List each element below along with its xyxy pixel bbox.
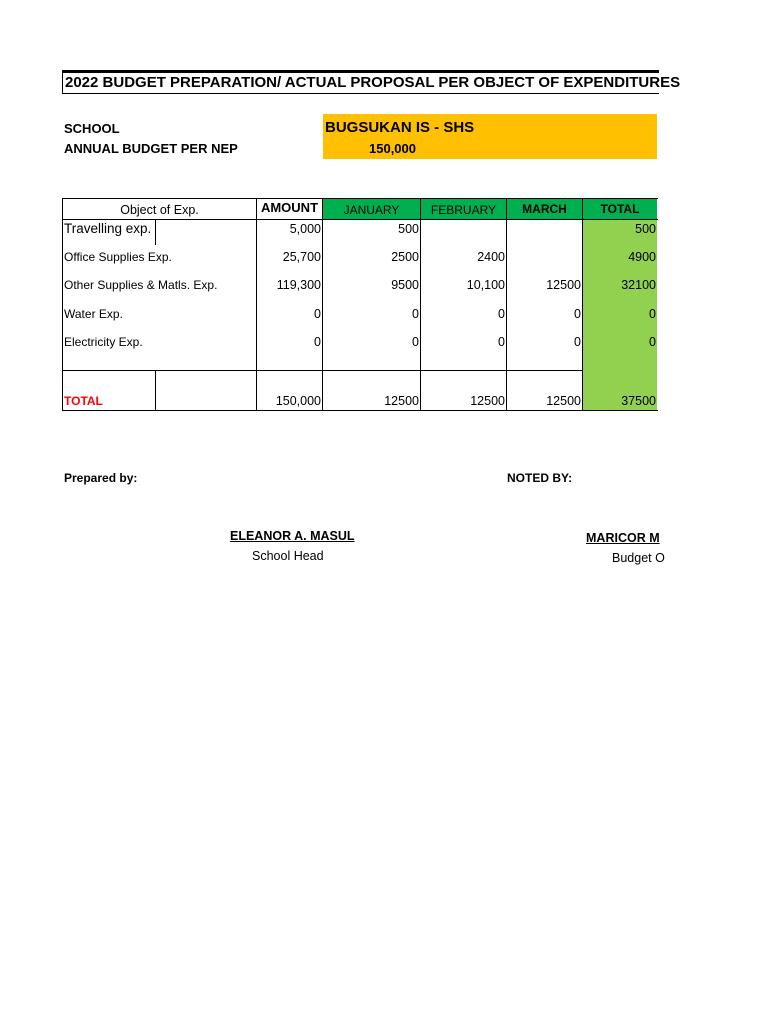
total-row-february: 12500 [470,394,505,408]
row-object: Electricity Exp. [64,335,143,349]
row-total: 500 [635,222,656,236]
row-object: Water Exp. [64,307,123,321]
total-row-march: 12500 [546,394,581,408]
noted-by-label: NOTED BY: [507,471,573,485]
row-object: Travelling exp. [64,221,152,236]
row-total: 0 [649,307,656,321]
row-january: 2500 [391,250,419,264]
prepared-by-label: Prepared by: [64,471,138,485]
row-january: 9500 [391,278,419,292]
row-february: 2400 [477,250,505,264]
noter-role: Budget O [612,551,665,565]
row-total: 32100 [621,278,656,292]
header-january: JANUARY [343,203,400,217]
document-title: 2022 BUDGET PREPARATION/ ACTUAL PROPOSAL PER OBJECT OF EXPENDITURES [65,74,681,91]
total-row-label: TOTAL [64,394,103,408]
row-march: 0 [574,335,581,349]
school-label: SCHOOL [64,121,120,136]
row-january: 0 [412,307,419,321]
row-object: Other Supplies & Matls. Exp. [64,278,218,292]
noter-name: MARICOR M [586,531,660,545]
annual-budget-label: ANNUAL BUDGET PER NEP [64,141,238,156]
row-january: 500 [398,222,419,236]
row-february: 0 [498,335,505,349]
row-amount: 25,700 [282,250,321,264]
header-total: TOTAL [600,202,640,216]
header-amount: AMOUNT [260,200,319,215]
row-march: 0 [574,307,581,321]
row-object: Office Supplies Exp. [64,250,172,264]
row-amount: 0 [314,307,321,321]
school-name: BUGSUKAN IS - SHS [325,119,475,136]
row-january: 0 [412,335,419,349]
preparer-name: ELEANOR A. MASUL [230,529,355,543]
header-february: FEBRUARY [430,203,497,217]
row-amount: 5,000 [289,222,321,236]
row-amount: 119,300 [276,278,321,292]
row-february: 10,100 [466,278,505,292]
header-march: MARCH [522,202,567,216]
row-amount: 0 [314,335,321,349]
header-object: Object of Exp. [120,203,199,217]
noter-role-clip [612,549,665,567]
preparer-role: School Head [252,549,324,563]
row-total: 4900 [628,250,656,264]
school-info-highlight [323,114,657,159]
document-title-box [62,70,681,94]
total-row-january: 12500 [384,394,419,408]
annual-budget-value: 150,000 [369,141,416,156]
row-march: 12500 [546,278,581,292]
row-total: 0 [649,335,656,349]
total-row-total: 37500 [621,394,656,408]
total-row-amount: 150,000 [275,394,321,408]
noter-name-clip [586,529,660,547]
row-february: 0 [498,307,505,321]
